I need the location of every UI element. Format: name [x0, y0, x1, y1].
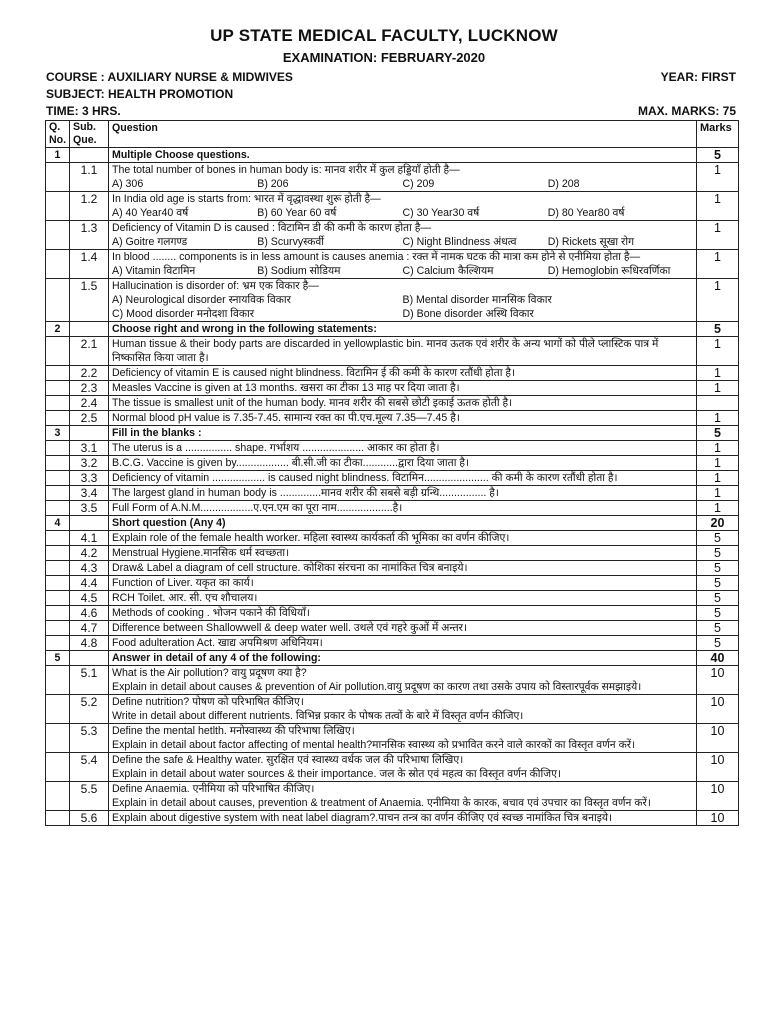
options-row	[112, 293, 693, 321]
question-cell	[109, 486, 697, 501]
option-item: D) Rickets सूखा रोग	[547, 236, 635, 248]
question-text: Draw& Label a diagram of cell structure. कोशिका संरचना का नामांकित चित्र बनाइये।	[112, 562, 468, 574]
question-marks: 10	[697, 666, 739, 695]
question-row	[46, 636, 739, 651]
option-item: C) 209	[402, 178, 435, 190]
question-text: In blood ........ components is in less amount is causes anemia : रक्त में नामक घटक की मात्रा कम होने से एनीमिया होता है—	[112, 251, 641, 263]
option-item: B) 60 Year 60 वर्ष	[257, 207, 337, 219]
question-cell	[109, 621, 697, 636]
section-marks: 5	[697, 148, 739, 163]
qno-empty	[46, 561, 70, 576]
question-line: Explain in detail about factor affecting of mental health?मानसिक स्वास्थ्य को प्रभावित करने वाले कारकों का विस्तृत वर्णन करें।	[112, 739, 636, 751]
question-row	[46, 782, 739, 811]
question-line: Define nutrition? पोषण को परिभाषित कीजिए।	[112, 696, 304, 708]
question-row	[46, 221, 739, 250]
question-row	[46, 381, 739, 396]
question-marks: 5	[697, 531, 739, 546]
sub-question-number: 4.5	[70, 591, 109, 606]
option-item: D) Hemoglobin रूधिरवर्णिका	[547, 265, 671, 277]
institution-title: UP STATE MEDICAL FACULTY, LUCKNOW	[210, 26, 558, 45]
sub-question-number: 3.2	[70, 456, 109, 471]
section-title: Fill in the blanks :	[109, 426, 697, 441]
section-title: Choose right and wrong in the following statements:	[109, 322, 697, 337]
qno-empty	[46, 782, 70, 811]
question-marks: 1	[697, 486, 739, 501]
section-sub-empty	[70, 651, 109, 666]
question-marks: 1	[697, 221, 739, 250]
question-table	[45, 120, 739, 826]
option-item: A) Vitamin विटामिन	[112, 265, 196, 277]
sub-question-number: 4.7	[70, 621, 109, 636]
question-text: Difference between Shallowwell & deep water well. उथले एवं गहरे कुओं में अन्तर।	[112, 622, 468, 634]
question-marks: 1	[697, 163, 739, 192]
question-cell	[109, 576, 697, 591]
question-row	[46, 456, 739, 471]
qno-empty	[46, 381, 70, 396]
qno-empty	[46, 471, 70, 486]
question-text: Normal blood pH value is 7.35-7.45. सामान्य रक्त का पी.एच.मूल्य 7.35—7.45 है।	[112, 412, 460, 424]
course-row	[46, 70, 736, 84]
option-item: D) Bone disorder अस्थि विकार	[402, 308, 534, 320]
qno-empty	[46, 366, 70, 381]
question-marks	[697, 396, 739, 411]
question-row	[46, 695, 739, 724]
question-cell	[109, 441, 697, 456]
question-line: Explain in detail about causes & prevention of Air pollution.वायु प्रदूषण का कारण तथा उसके उपाय को विस्तारपूर्वक समझाइये।	[112, 681, 642, 693]
qno-empty	[46, 411, 70, 426]
question-text: The total number of bones in human body is: मानव शरीर में कुल हड्डियाँ होती है—	[112, 164, 460, 176]
col-question: Question	[109, 121, 697, 148]
section-sub-empty	[70, 322, 109, 337]
section-row	[46, 516, 739, 531]
option-item: A) 306	[112, 178, 144, 190]
section-marks: 20	[697, 516, 739, 531]
question-row	[46, 606, 739, 621]
sub-question-number: 2.4	[70, 396, 109, 411]
question-cell	[109, 366, 697, 381]
section-number: 2	[46, 322, 70, 337]
question-marks: 10	[697, 724, 739, 753]
question-cell	[109, 811, 697, 826]
sub-question-number: 2.1	[70, 337, 109, 366]
question-marks: 1	[697, 471, 739, 486]
year-label: YEAR: FIRST	[660, 70, 736, 84]
section-row	[46, 148, 739, 163]
option-item: B) Scurvyस्कर्वी	[257, 236, 325, 248]
question-row	[46, 576, 739, 591]
option-item: D) 80 Year80 वर्ष	[547, 207, 625, 219]
sub-question-number: 5.5	[70, 782, 109, 811]
question-text: The largest gland in human body is ..............मानव शरीर की सबसे बड़ी ग्रन्थि................ है।	[112, 487, 499, 499]
qno-empty	[46, 531, 70, 546]
question-marks: 5	[697, 591, 739, 606]
course-label: COURSE : AUXILIARY NURSE & MIDWIVES	[46, 70, 293, 84]
question-cell	[109, 561, 697, 576]
sub-question-number: 3.4	[70, 486, 109, 501]
question-text: Full Form of A.N.M..................ए.एन.एम का पूरा नाम...................है।	[112, 502, 403, 514]
question-text: The uterus is a ................ shape. गर्भाशय ..................... आकार का होता है।	[112, 442, 440, 454]
question-marks: 1	[697, 441, 739, 456]
question-line: Explain about digestive system with neat label diagram?.पाचन तन्त्र का वर्णन कीजिए एवं स्वच्छ नामांकित चित्र बनाइये।	[112, 812, 613, 824]
sub-question-number: 5.6	[70, 811, 109, 826]
question-cell	[109, 782, 697, 811]
qno-empty	[46, 163, 70, 192]
question-cell	[109, 471, 697, 486]
question-marks: 5	[697, 576, 739, 591]
question-text: Deficiency of vitamin E is caused night blindness. विटामिन ई की कमी के कारण रतौंधी होता है।	[112, 367, 516, 379]
question-cell	[109, 381, 697, 396]
qno-empty	[46, 591, 70, 606]
question-row	[46, 724, 739, 753]
question-row	[46, 501, 739, 516]
sub-question-number: 2.2	[70, 366, 109, 381]
question-text: B.C.G. Vaccine is given by.................. बी.सी.जी का टीका............द्वारा दिया जाता है।	[112, 457, 470, 469]
qno-empty	[46, 221, 70, 250]
question-marks: 1	[697, 456, 739, 471]
question-cell	[109, 666, 697, 695]
question-marks: 5	[697, 636, 739, 651]
sub-question-number: 1.5	[70, 279, 109, 322]
question-row	[46, 396, 739, 411]
question-marks: 10	[697, 782, 739, 811]
question-cell	[109, 279, 697, 322]
question-cell	[109, 753, 697, 782]
question-row	[46, 471, 739, 486]
qno-empty	[46, 456, 70, 471]
question-row	[46, 531, 739, 546]
options-row	[112, 264, 693, 278]
col-qno: Q. No.	[46, 121, 70, 148]
table-header-row	[46, 121, 739, 148]
sub-question-number: 2.3	[70, 381, 109, 396]
section-marks: 5	[697, 426, 739, 441]
section-title: Multiple Choose questions.	[109, 148, 697, 163]
max-marks-label: MAX. MARKS: 75	[637, 104, 736, 118]
section-number: 4	[46, 516, 70, 531]
question-line: What is the Air pollution? वायु प्रदूषण क्या है?	[112, 667, 307, 679]
qno-empty	[46, 279, 70, 322]
question-cell	[109, 337, 697, 366]
sub-question-number: 5.3	[70, 724, 109, 753]
qno-empty	[46, 441, 70, 456]
question-cell	[109, 411, 697, 426]
question-row	[46, 192, 739, 221]
question-cell	[109, 546, 697, 561]
question-cell	[109, 456, 697, 471]
option-item: C) 30 Year30 वर्ष	[402, 207, 480, 219]
question-cell	[109, 695, 697, 724]
option-item: A) Neurological disorder स्नायविक विकार	[112, 294, 291, 306]
section-row	[46, 322, 739, 337]
question-cell	[109, 724, 697, 753]
qno-empty	[46, 666, 70, 695]
exam-title: EXAMINATION: FEBRUARY-2020	[282, 50, 486, 65]
question-marks: 5	[697, 606, 739, 621]
section-sub-empty	[70, 426, 109, 441]
option-item: C) Calcium कैल्शियम	[402, 265, 494, 277]
col-marks: Marks	[697, 121, 739, 148]
option-item: C) Night Blindness अंधत्व	[402, 236, 517, 248]
question-cell	[109, 163, 697, 192]
sub-question-number: 1.2	[70, 192, 109, 221]
question-marks: 1	[697, 192, 739, 221]
sub-question-number: 1.1	[70, 163, 109, 192]
question-marks: 1	[697, 250, 739, 279]
qno-empty	[46, 337, 70, 366]
section-marks: 5	[697, 322, 739, 337]
question-text: Human tissue & their body parts are discarded in yellowplastic bin. मानव ऊतक एवं शरीर के अन्य भागों को पीले प्लास्टिक पात्र में निष्कासित किया जाता है।	[112, 338, 659, 364]
question-marks: 10	[697, 695, 739, 724]
option-item: C) Mood disorder मनोदशा विकार	[112, 308, 255, 320]
question-text: In India old age is starts from: भारत में वृद्धावस्था शुरू होती है—	[112, 193, 381, 205]
qno-empty	[46, 486, 70, 501]
qno-empty	[46, 636, 70, 651]
question-text: Menstrual Hygiene.मानसिक धर्म स्वच्छता।	[112, 547, 290, 559]
question-marks: 5	[697, 561, 739, 576]
sub-question-number: 2.5	[70, 411, 109, 426]
sub-question-number: 5.2	[70, 695, 109, 724]
option-item: D) 208	[547, 178, 580, 190]
qno-empty	[46, 753, 70, 782]
question-marks: 1	[697, 337, 739, 366]
question-cell	[109, 531, 697, 546]
sub-question-number: 5.1	[70, 666, 109, 695]
sub-question-number: 4.6	[70, 606, 109, 621]
question-body	[46, 148, 739, 826]
sub-question-number: 4.8	[70, 636, 109, 651]
qno-empty	[46, 576, 70, 591]
option-item: B) Sodium सोडियम	[257, 265, 341, 277]
sub-question-number: 1.4	[70, 250, 109, 279]
question-marks: 1	[697, 381, 739, 396]
question-cell	[109, 192, 697, 221]
question-row	[46, 753, 739, 782]
question-line: Define the safe & Healthy water. सुरक्षित एवं स्वास्थ्य वर्धक जल की परिभाषा लिखिए।	[112, 754, 464, 766]
question-cell	[109, 606, 697, 621]
question-row	[46, 337, 739, 366]
question-text: Methods of cooking . भोजन पकाने की विधियाँ।	[112, 607, 310, 619]
section-number: 5	[46, 651, 70, 666]
options-row	[112, 235, 693, 249]
question-row	[46, 811, 739, 826]
question-text: RCH Toilet. आर. सी. एच शौचालय।	[112, 592, 258, 604]
question-line: Explain in detail about causes, prevention & treatment of Anaemia. एनीमिया के कारक, बचाव एवं उपचार का विस्तृत वर्णन करें।	[112, 797, 651, 809]
qno-empty	[46, 724, 70, 753]
qno-empty	[46, 621, 70, 636]
col-sub: Sub. Que.	[70, 121, 109, 148]
qno-empty	[46, 192, 70, 221]
sub-question-number: 3.1	[70, 441, 109, 456]
question-text: Function of Liver. यकृत का कार्य।	[112, 577, 254, 589]
question-text: Food adulteration Act. खाद्य अपमिश्रण अधिनियम।	[112, 637, 323, 649]
question-text: Measles Vaccine is given at 13 months. खसरा का टीका 13 माह पर दिया जाता है।	[112, 382, 460, 394]
sub-question-number: 1.3	[70, 221, 109, 250]
question-marks: 5	[697, 546, 739, 561]
time-label: TIME: 3 HRS.	[46, 104, 121, 118]
sub-question-number: 3.5	[70, 501, 109, 516]
question-row	[46, 366, 739, 381]
qno-empty	[46, 396, 70, 411]
question-text: Explain role of the female health worker. महिला स्वास्थ्य कार्यकर्ता की भूमिका का वर्णन कीजिए।	[112, 532, 510, 544]
qno-empty	[46, 250, 70, 279]
sub-question-number: 3.3	[70, 471, 109, 486]
question-marks: 1	[697, 279, 739, 322]
qno-empty	[46, 501, 70, 516]
question-cell	[109, 250, 697, 279]
question-line: Write in detail about different nutrients. विभिन्न प्रकार के पोषक तत्वों के बारे में विस्तृत वर्णन कीजिए।	[112, 710, 524, 722]
option-item: A) 40 Year40 वर्ष	[112, 207, 189, 219]
qno-empty	[46, 695, 70, 724]
option-item: B) 206	[257, 178, 289, 190]
question-marks: 1	[697, 366, 739, 381]
section-number: 1	[46, 148, 70, 163]
section-number: 3	[46, 426, 70, 441]
section-title: Short question (Any 4)	[109, 516, 697, 531]
question-marks: 10	[697, 811, 739, 826]
section-sub-empty	[70, 516, 109, 531]
sub-question-number: 4.2	[70, 546, 109, 561]
question-line: Explain in detail about water sources & their importance. जल के स्रोत एवं महत्व का विस्तृत वर्णन कीजिए।	[112, 768, 562, 780]
question-row	[46, 561, 739, 576]
section-marks: 40	[697, 651, 739, 666]
question-line: Define the mental hetlth. मनोस्वास्थ्य की परिभाषा लिखिए।	[112, 725, 355, 737]
question-row	[46, 486, 739, 501]
qno-empty	[46, 546, 70, 561]
question-row	[46, 441, 739, 456]
question-marks: 5	[697, 621, 739, 636]
question-cell	[109, 221, 697, 250]
question-row	[46, 163, 739, 192]
question-row	[46, 591, 739, 606]
question-cell	[109, 501, 697, 516]
question-row	[46, 279, 739, 322]
subject-label: SUBJECT: HEALTH PROMOTION	[46, 87, 234, 101]
question-marks: 10	[697, 753, 739, 782]
question-marks: 1	[697, 501, 739, 516]
question-line: Define Anaemia. एनीमिया को परिभाषित कीजिए।	[112, 783, 315, 795]
sub-question-number: 4.3	[70, 561, 109, 576]
question-row	[46, 666, 739, 695]
question-text: Hallucination is disorder of: भ्रम एक विकार है—	[112, 280, 319, 292]
question-text: Deficiency of vitamin .................. is caused night blindness. विटामिन...................... की कमी के कारण रतौंधी होता है।	[112, 472, 618, 484]
time-row	[46, 104, 736, 118]
question-row	[46, 250, 739, 279]
question-cell	[109, 636, 697, 651]
section-row	[46, 426, 739, 441]
question-text: The tissue is smallest unit of the human body. मानव शरीर की सबसे छोटी इकाई ऊतक होती है।	[112, 397, 513, 409]
options-row	[112, 177, 693, 191]
section-title: Answer in detail of any 4 of the following:	[109, 651, 697, 666]
question-cell	[109, 396, 697, 411]
question-row	[46, 621, 739, 636]
qno-empty	[46, 606, 70, 621]
section-row	[46, 651, 739, 666]
sub-question-number: 5.4	[70, 753, 109, 782]
option-item: A) Goitre गलगण्ड	[112, 236, 188, 248]
question-marks: 1	[697, 411, 739, 426]
section-sub-empty	[70, 148, 109, 163]
option-item: B) Mental disorder मानसिक विकार	[402, 294, 552, 306]
question-cell	[109, 591, 697, 606]
options-row	[112, 206, 693, 220]
question-row	[46, 411, 739, 426]
question-row	[46, 546, 739, 561]
subject-row	[46, 87, 736, 101]
question-text: Deficiency of Vitamin D is caused : विटामिन डी की कमी के कारण होता है—	[112, 222, 432, 234]
sub-question-number: 4.1	[70, 531, 109, 546]
qno-empty	[46, 811, 70, 826]
sub-question-number: 4.4	[70, 576, 109, 591]
